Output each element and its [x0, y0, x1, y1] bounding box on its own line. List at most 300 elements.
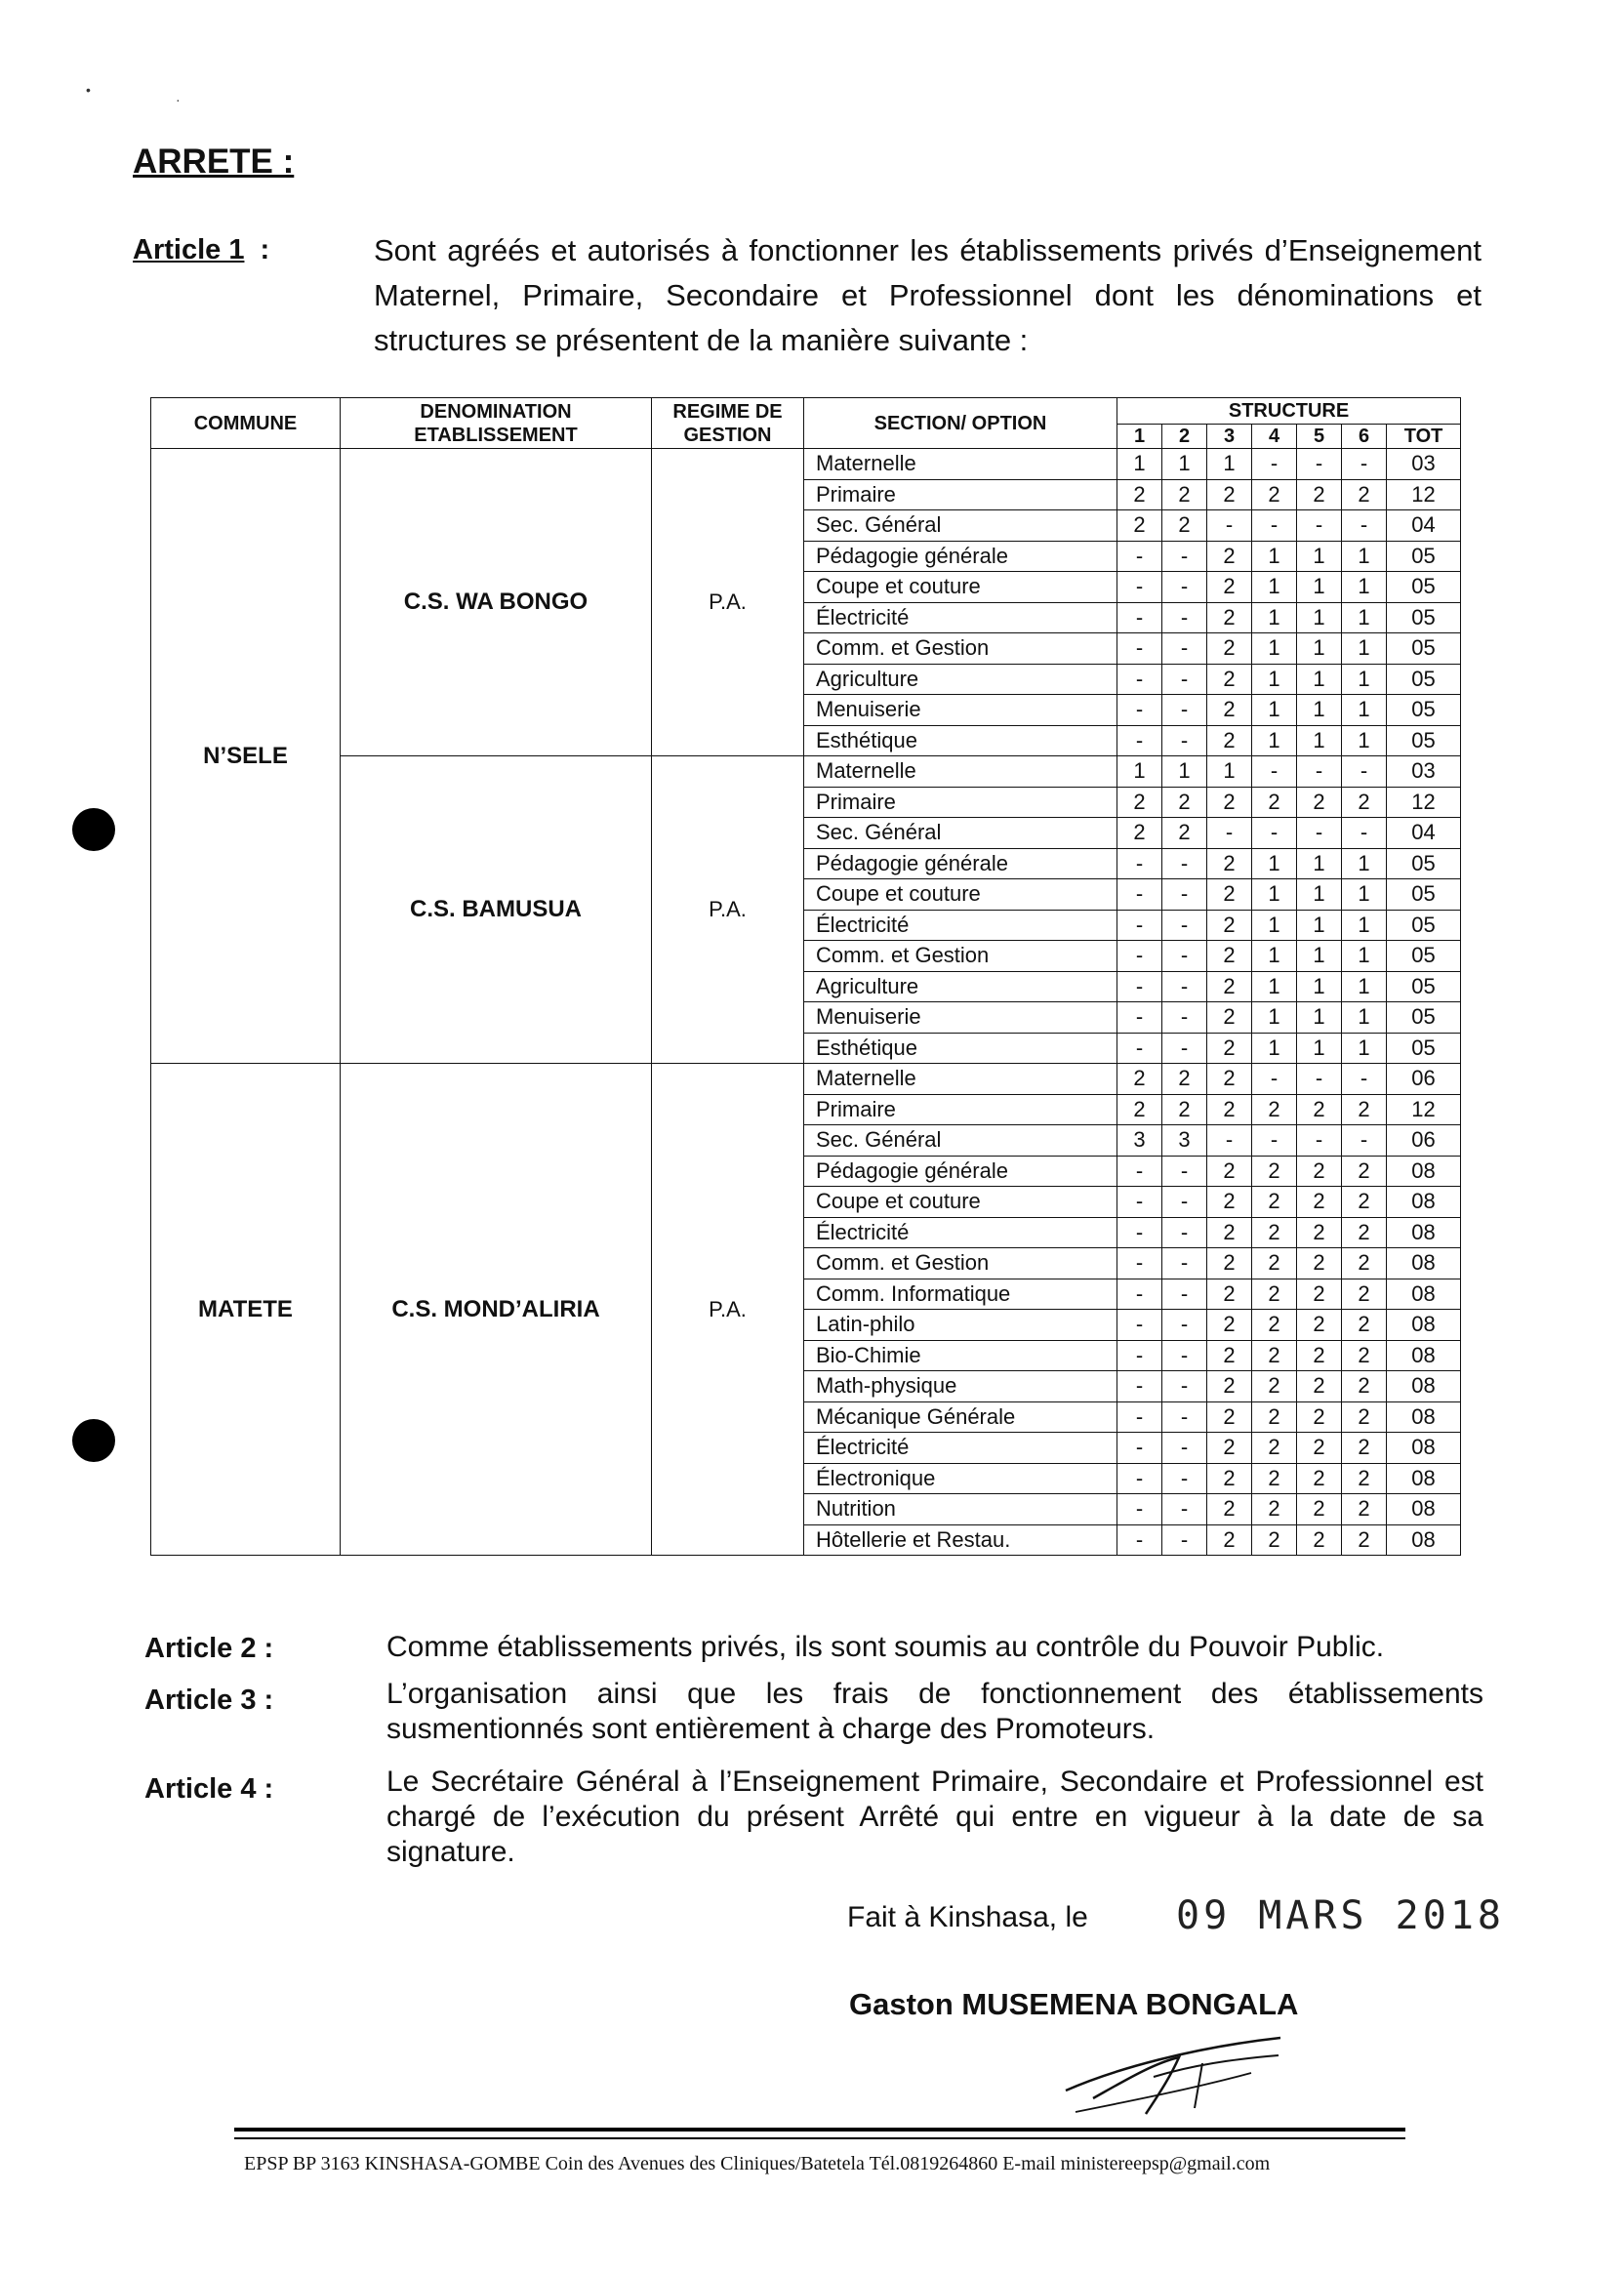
header-level-3: 3: [1207, 425, 1252, 449]
total-cell: 12: [1387, 787, 1461, 818]
level-count-cell: 1: [1342, 695, 1387, 726]
level-count-cell: 2: [1342, 1248, 1387, 1279]
level-count-cell: -: [1162, 1340, 1207, 1371]
article-2-text: Comme établissements privés, ils sont soumis au contrôle du Pouvoir Public.: [386, 1631, 1385, 1663]
level-count-cell: 2: [1252, 1187, 1297, 1218]
level-count-cell: 2: [1207, 725, 1252, 756]
level-count-cell: 1: [1342, 572, 1387, 603]
level-count-cell: -: [1342, 818, 1387, 849]
level-count-cell: 1: [1252, 941, 1297, 972]
level-count-cell: 2: [1252, 1340, 1297, 1371]
level-count-cell: -: [1297, 818, 1342, 849]
level-count-cell: -: [1162, 1217, 1207, 1248]
level-count-cell: 2: [1342, 1401, 1387, 1433]
punch-hole: [72, 1419, 115, 1462]
level-count-cell: 2: [1117, 1094, 1162, 1125]
level-count-cell: 2: [1207, 602, 1252, 633]
level-count-cell: 2: [1162, 479, 1207, 510]
level-count-cell: 2: [1207, 1310, 1252, 1341]
total-cell: 08: [1387, 1433, 1461, 1464]
level-count-cell: 1: [1252, 1002, 1297, 1034]
option-cell: Hôtellerie et Restau.: [804, 1524, 1117, 1556]
level-count-cell: -: [1162, 1433, 1207, 1464]
level-count-cell: 2: [1342, 1156, 1387, 1187]
level-count-cell: 2: [1162, 1064, 1207, 1095]
level-count-cell: -: [1162, 879, 1207, 911]
total-cell: 12: [1387, 1094, 1461, 1125]
level-count-cell: 2: [1207, 941, 1252, 972]
total-cell: 05: [1387, 848, 1461, 879]
level-count-cell: 1: [1342, 848, 1387, 879]
footer-contact: EPSP BP 3163 KINSHASA-GOMBE Coin des Avenues des Cliniques/Batetela Tél.0819264860 E-mail ministereepsp@gmail.com: [244, 2153, 1271, 2174]
level-count-cell: -: [1162, 848, 1207, 879]
level-count-cell: -: [1162, 1494, 1207, 1525]
level-count-cell: 2: [1297, 479, 1342, 510]
date-stamp: 09 MARS 2018: [1176, 1893, 1505, 1938]
level-count-cell: 2: [1207, 1094, 1252, 1125]
total-cell: 05: [1387, 602, 1461, 633]
option-cell: Esthétique: [804, 1033, 1117, 1064]
level-count-cell: -: [1207, 1125, 1252, 1157]
level-count-cell: 2: [1252, 1217, 1297, 1248]
option-cell: Coupe et couture: [804, 1187, 1117, 1218]
level-count-cell: -: [1117, 1524, 1162, 1556]
level-count-cell: -: [1117, 1340, 1162, 1371]
level-count-cell: 1: [1342, 879, 1387, 911]
level-count-cell: -: [1297, 510, 1342, 542]
level-count-cell: 2: [1252, 479, 1297, 510]
punch-hole: [72, 808, 115, 851]
header-commune: COMMUNE: [151, 398, 341, 449]
level-count-cell: -: [1162, 633, 1207, 665]
option-cell: Électricité: [804, 1217, 1117, 1248]
level-count-cell: 2: [1252, 1524, 1297, 1556]
level-count-cell: -: [1117, 1187, 1162, 1218]
total-cell: 05: [1387, 1002, 1461, 1034]
level-count-cell: 2: [1207, 664, 1252, 695]
level-count-cell: -: [1117, 1156, 1162, 1187]
level-count-cell: 2: [1207, 879, 1252, 911]
option-cell: Pédagogie générale: [804, 1156, 1117, 1187]
level-count-cell: 1: [1297, 695, 1342, 726]
level-count-cell: 2: [1207, 1401, 1252, 1433]
level-count-cell: 1: [1342, 541, 1387, 572]
level-count-cell: 2: [1342, 1217, 1387, 1248]
level-count-cell: -: [1162, 695, 1207, 726]
level-count-cell: 1: [1297, 879, 1342, 911]
level-count-cell: -: [1162, 664, 1207, 695]
level-count-cell: 1: [1297, 541, 1342, 572]
article-3-text: L’organisation ainsi que les frais de fonctionnement des établissements susmentionnés sont entièrement à charge des Promoteurs.: [386, 1678, 1483, 1745]
establishment-cell: C.S. WA BONGO: [341, 449, 652, 756]
level-count-cell: 1: [1207, 449, 1252, 480]
header-denomination: DENOMINATION ETABLISSEMENT: [341, 398, 652, 449]
level-count-cell: 1: [1117, 756, 1162, 788]
total-cell: 06: [1387, 1064, 1461, 1095]
level-count-cell: 2: [1117, 787, 1162, 818]
level-count-cell: 1: [1342, 1033, 1387, 1064]
option-cell: Agriculture: [804, 664, 1117, 695]
level-count-cell: 1: [1342, 633, 1387, 665]
level-count-cell: 2: [1207, 633, 1252, 665]
option-cell: Pédagogie générale: [804, 848, 1117, 879]
option-cell: Menuiserie: [804, 1002, 1117, 1034]
level-count-cell: 1: [1297, 971, 1342, 1002]
level-count-cell: -: [1297, 756, 1342, 788]
article-2-label: Article 2 :: [144, 1633, 274, 1664]
article-4-text: Le Secrétaire Général à l’Enseignement Primaire, Secondaire et Professionnel est chargé de l’exécution du présent Arrêté qui entre en vigueur à la date de sa signature.: [386, 1766, 1483, 1868]
total-cell: 08: [1387, 1524, 1461, 1556]
level-count-cell: 2: [1207, 695, 1252, 726]
level-count-cell: -: [1162, 1156, 1207, 1187]
option-cell: Math-physique: [804, 1371, 1117, 1402]
level-count-cell: -: [1252, 510, 1297, 542]
level-count-cell: -: [1252, 756, 1297, 788]
level-count-cell: -: [1162, 602, 1207, 633]
level-count-cell: 1: [1297, 602, 1342, 633]
level-count-cell: -: [1162, 1187, 1207, 1218]
level-count-cell: -: [1117, 1401, 1162, 1433]
option-cell: Comm. et Gestion: [804, 941, 1117, 972]
option-cell: Comm. et Gestion: [804, 1248, 1117, 1279]
option-cell: Électronique: [804, 1463, 1117, 1494]
option-cell: Primaire: [804, 479, 1117, 510]
option-cell: Maternelle: [804, 756, 1117, 788]
option-cell: Coupe et couture: [804, 572, 1117, 603]
level-count-cell: 2: [1297, 1279, 1342, 1310]
table-row: [151, 1064, 1461, 1095]
commune-cell: N’SELE: [151, 449, 341, 1064]
level-count-cell: 1: [1252, 848, 1297, 879]
level-count-cell: -: [1117, 1248, 1162, 1279]
level-count-cell: 2: [1297, 1524, 1342, 1556]
option-cell: Esthétique: [804, 725, 1117, 756]
level-count-cell: -: [1162, 725, 1207, 756]
header-level-4: 4: [1252, 425, 1297, 449]
total-cell: 08: [1387, 1494, 1461, 1525]
level-count-cell: 1: [1207, 756, 1252, 788]
level-count-cell: -: [1117, 879, 1162, 911]
total-cell: 05: [1387, 1033, 1461, 1064]
level-count-cell: 1: [1162, 756, 1207, 788]
level-count-cell: 3: [1117, 1125, 1162, 1157]
total-cell: 08: [1387, 1463, 1461, 1494]
article-1-title: Article 1: [133, 234, 245, 265]
level-count-cell: 1: [1297, 664, 1342, 695]
level-count-cell: -: [1207, 510, 1252, 542]
level-count-cell: 1: [1252, 1033, 1297, 1064]
total-cell: 04: [1387, 510, 1461, 542]
total-cell: 05: [1387, 541, 1461, 572]
level-count-cell: -: [1162, 1248, 1207, 1279]
total-cell: 08: [1387, 1401, 1461, 1433]
level-count-cell: 2: [1342, 1279, 1387, 1310]
regime-cell: P.A.: [652, 449, 804, 756]
level-count-cell: -: [1117, 1002, 1162, 1034]
level-count-cell: -: [1117, 1217, 1162, 1248]
footer-rule-thick: [234, 2128, 1405, 2132]
total-cell: 05: [1387, 572, 1461, 603]
level-count-cell: 2: [1297, 1217, 1342, 1248]
level-count-cell: 2: [1297, 1340, 1342, 1371]
level-count-cell: 2: [1117, 818, 1162, 849]
total-cell: 08: [1387, 1248, 1461, 1279]
level-count-cell: 2: [1207, 1463, 1252, 1494]
level-count-cell: -: [1252, 1125, 1297, 1157]
level-count-cell: 1: [1297, 1033, 1342, 1064]
level-count-cell: 1: [1252, 602, 1297, 633]
option-cell: Sec. Général: [804, 818, 1117, 849]
level-count-cell: 2: [1207, 1002, 1252, 1034]
level-count-cell: 1: [1342, 941, 1387, 972]
regime-cell: P.A.: [652, 756, 804, 1064]
header-level-total: TOT: [1387, 425, 1461, 449]
total-cell: 03: [1387, 756, 1461, 788]
total-cell: 05: [1387, 633, 1461, 665]
option-cell: Sec. Général: [804, 1125, 1117, 1157]
level-count-cell: -: [1162, 572, 1207, 603]
level-count-cell: -: [1162, 910, 1207, 941]
level-count-cell: 2: [1297, 1433, 1342, 1464]
level-count-cell: -: [1162, 1401, 1207, 1433]
total-cell: 08: [1387, 1371, 1461, 1402]
level-count-cell: 1: [1252, 664, 1297, 695]
level-count-cell: 1: [1342, 664, 1387, 695]
level-count-cell: 2: [1342, 1494, 1387, 1525]
option-cell: Menuiserie: [804, 695, 1117, 726]
option-cell: Bio-Chimie: [804, 1340, 1117, 1371]
level-count-cell: 2: [1342, 479, 1387, 510]
level-count-cell: 2: [1207, 479, 1252, 510]
level-count-cell: -: [1252, 449, 1297, 480]
level-count-cell: 2: [1342, 1094, 1387, 1125]
level-count-cell: -: [1117, 725, 1162, 756]
total-cell: 05: [1387, 664, 1461, 695]
level-count-cell: 2: [1342, 1310, 1387, 1341]
scan-mark: •: [86, 82, 91, 98]
regime-cell: P.A.: [652, 1064, 804, 1556]
establishment-cell: C.S. MOND’ALIRIA: [341, 1064, 652, 1556]
level-count-cell: 2: [1252, 1310, 1297, 1341]
level-count-cell: 2: [1207, 971, 1252, 1002]
total-cell: 08: [1387, 1217, 1461, 1248]
option-cell: Maternelle: [804, 1064, 1117, 1095]
level-count-cell: -: [1117, 633, 1162, 665]
level-count-cell: 2: [1297, 1094, 1342, 1125]
table-row: [151, 449, 1461, 480]
level-count-cell: 2: [1207, 1156, 1252, 1187]
level-count-cell: -: [1117, 910, 1162, 941]
level-count-cell: 2: [1252, 1401, 1297, 1433]
total-cell: 06: [1387, 1125, 1461, 1157]
total-cell: 05: [1387, 910, 1461, 941]
level-count-cell: 1: [1117, 449, 1162, 480]
level-count-cell: 2: [1297, 1371, 1342, 1402]
header-structure: STRUCTURE: [1117, 398, 1461, 425]
level-count-cell: -: [1162, 1033, 1207, 1064]
option-cell: Électricité: [804, 602, 1117, 633]
option-cell: Nutrition: [804, 1494, 1117, 1525]
level-count-cell: -: [1117, 1279, 1162, 1310]
level-count-cell: 2: [1162, 818, 1207, 849]
option-cell: Maternelle: [804, 449, 1117, 480]
handwritten-signature: [1056, 2030, 1290, 2128]
level-count-cell: 2: [1342, 1433, 1387, 1464]
level-count-cell: -: [1297, 1125, 1342, 1157]
level-count-cell: -: [1162, 1524, 1207, 1556]
level-count-cell: 1: [1252, 879, 1297, 911]
level-count-cell: 2: [1252, 1494, 1297, 1525]
option-cell: Agriculture: [804, 971, 1117, 1002]
level-count-cell: 2: [1162, 1094, 1207, 1125]
level-count-cell: 2: [1162, 510, 1207, 542]
level-count-cell: -: [1162, 1002, 1207, 1034]
level-count-cell: 1: [1297, 1002, 1342, 1034]
level-count-cell: -: [1117, 541, 1162, 572]
level-count-cell: 1: [1342, 725, 1387, 756]
header-section-option: SECTION/ OPTION: [804, 398, 1117, 449]
level-count-cell: 1: [1252, 541, 1297, 572]
level-count-cell: -: [1162, 1279, 1207, 1310]
level-count-cell: -: [1117, 848, 1162, 879]
level-count-cell: -: [1117, 572, 1162, 603]
level-count-cell: -: [1117, 602, 1162, 633]
option-cell: Primaire: [804, 787, 1117, 818]
level-count-cell: 3: [1162, 1125, 1207, 1157]
level-count-cell: 2: [1117, 510, 1162, 542]
level-count-cell: 1: [1342, 971, 1387, 1002]
level-count-cell: 1: [1252, 725, 1297, 756]
level-count-cell: 1: [1297, 941, 1342, 972]
option-cell: Coupe et couture: [804, 879, 1117, 911]
level-count-cell: 2: [1117, 1064, 1162, 1095]
level-count-cell: 2: [1207, 1524, 1252, 1556]
level-count-cell: 2: [1207, 1248, 1252, 1279]
level-count-cell: 1: [1342, 910, 1387, 941]
total-cell: 05: [1387, 725, 1461, 756]
signatory-name: Gaston MUSEMENA BONGALA: [849, 1987, 1299, 2021]
document-heading: ARRETE :: [133, 142, 295, 181]
level-count-cell: 2: [1297, 1310, 1342, 1341]
level-count-cell: -: [1117, 1463, 1162, 1494]
level-count-cell: 2: [1162, 787, 1207, 818]
signature-place: Fait à Kinshasa, le: [847, 1901, 1088, 1933]
level-count-cell: 2: [1342, 1340, 1387, 1371]
level-count-cell: -: [1117, 1371, 1162, 1402]
level-count-cell: -: [1117, 941, 1162, 972]
level-count-cell: 2: [1207, 1279, 1252, 1310]
level-count-cell: -: [1297, 1064, 1342, 1095]
level-count-cell: -: [1342, 449, 1387, 480]
total-cell: 03: [1387, 449, 1461, 480]
total-cell: 08: [1387, 1340, 1461, 1371]
level-count-cell: 2: [1252, 1156, 1297, 1187]
level-count-cell: 1: [1297, 910, 1342, 941]
level-count-cell: -: [1117, 1033, 1162, 1064]
level-count-cell: -: [1342, 510, 1387, 542]
article-1-label: [133, 234, 269, 266]
level-count-cell: 2: [1207, 1217, 1252, 1248]
total-cell: 05: [1387, 971, 1461, 1002]
level-count-cell: 2: [1252, 1433, 1297, 1464]
level-count-cell: 1: [1342, 1002, 1387, 1034]
level-count-cell: 2: [1342, 1187, 1387, 1218]
level-count-cell: 1: [1297, 633, 1342, 665]
level-count-cell: -: [1162, 1371, 1207, 1402]
level-count-cell: -: [1117, 971, 1162, 1002]
article-3-label: Article 3 :: [144, 1685, 274, 1716]
table-row: [151, 756, 1461, 788]
level-count-cell: 2: [1117, 479, 1162, 510]
level-count-cell: -: [1117, 1494, 1162, 1525]
total-cell: 08: [1387, 1279, 1461, 1310]
option-cell: Primaire: [804, 1094, 1117, 1125]
level-count-cell: -: [1162, 971, 1207, 1002]
level-count-cell: 2: [1252, 1371, 1297, 1402]
level-count-cell: -: [1252, 818, 1297, 849]
level-count-cell: 2: [1207, 572, 1252, 603]
level-count-cell: 2: [1297, 1248, 1342, 1279]
level-count-cell: 2: [1207, 1187, 1252, 1218]
option-cell: Électricité: [804, 1433, 1117, 1464]
article-1-text: Sont agréés et autorisés à fonctionner les établissements privés d’Enseignement Maternel, Primaire, Secondaire et Professionnel dont les dénominations et structures se présentent de la manière suivante :: [374, 233, 1482, 357]
level-count-cell: 1: [1297, 572, 1342, 603]
level-count-cell: -: [1162, 1463, 1207, 1494]
level-count-cell: 1: [1297, 848, 1342, 879]
option-cell: Comm. Informatique: [804, 1279, 1117, 1310]
level-count-cell: 2: [1342, 787, 1387, 818]
header-level-5: 5: [1297, 425, 1342, 449]
level-count-cell: 2: [1342, 1371, 1387, 1402]
level-count-cell: -: [1207, 818, 1252, 849]
level-count-cell: 1: [1252, 910, 1297, 941]
level-count-cell: -: [1342, 756, 1387, 788]
level-count-cell: -: [1117, 695, 1162, 726]
level-count-cell: 1: [1162, 449, 1207, 480]
option-cell: Pédagogie générale: [804, 541, 1117, 572]
level-count-cell: -: [1117, 1433, 1162, 1464]
level-count-cell: -: [1342, 1125, 1387, 1157]
level-count-cell: 2: [1342, 1524, 1387, 1556]
level-count-cell: 1: [1342, 602, 1387, 633]
level-count-cell: 2: [1207, 1340, 1252, 1371]
establishment-cell: C.S. BAMUSUA: [341, 756, 652, 1064]
level-count-cell: -: [1252, 1064, 1297, 1095]
level-count-cell: 2: [1297, 1156, 1342, 1187]
level-count-cell: -: [1117, 664, 1162, 695]
level-count-cell: 2: [1297, 787, 1342, 818]
option-cell: Mécanique Générale: [804, 1401, 1117, 1433]
level-count-cell: 2: [1207, 1064, 1252, 1095]
article-1-colon: :: [260, 234, 270, 265]
level-count-cell: 2: [1297, 1494, 1342, 1525]
option-cell: Comm. et Gestion: [804, 633, 1117, 665]
level-count-cell: 1: [1252, 633, 1297, 665]
structure-table: [150, 397, 1461, 1556]
total-cell: 04: [1387, 818, 1461, 849]
level-count-cell: 2: [1252, 1463, 1297, 1494]
level-count-cell: -: [1162, 541, 1207, 572]
header-level-6: 6: [1342, 425, 1387, 449]
level-count-cell: 1: [1252, 572, 1297, 603]
level-count-cell: 2: [1207, 1371, 1252, 1402]
level-count-cell: 1: [1297, 725, 1342, 756]
total-cell: 05: [1387, 941, 1461, 972]
level-count-cell: 2: [1207, 848, 1252, 879]
scan-mark: ·: [176, 92, 181, 107]
option-cell: Sec. Général: [804, 510, 1117, 542]
level-count-cell: -: [1297, 449, 1342, 480]
